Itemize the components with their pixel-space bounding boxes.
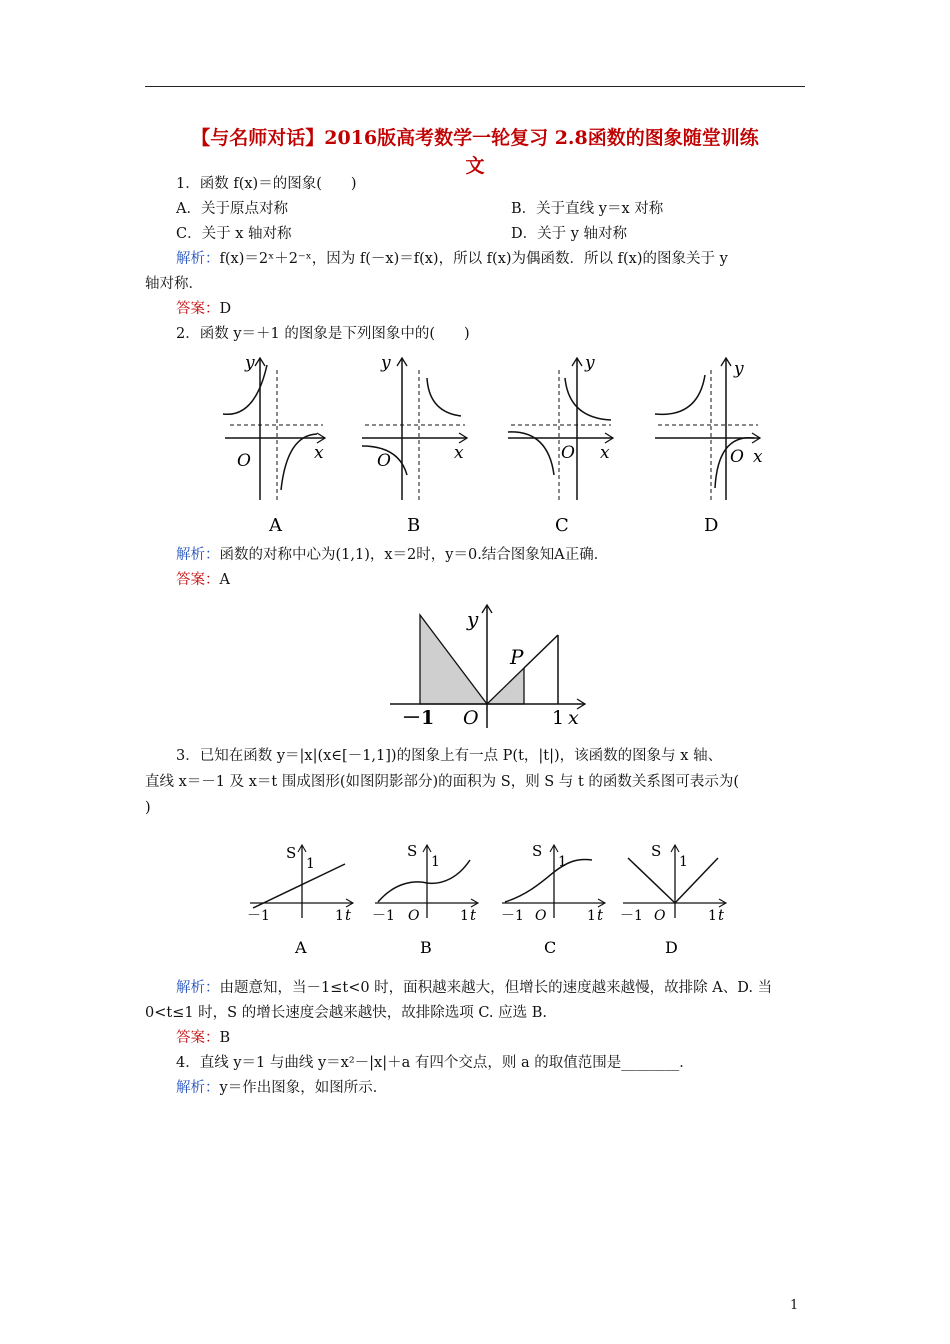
q2-jiexi-label: 解析：: [176, 547, 220, 563]
neg1-label: －1: [372, 908, 395, 924]
origin-label: O: [237, 451, 251, 471]
y-label: y: [381, 353, 391, 373]
origin-label: O: [408, 908, 420, 924]
one-t-label: 1: [587, 908, 596, 924]
origin-label: O: [730, 447, 744, 467]
option-label: A: [295, 938, 307, 957]
q3-graph-c: [497, 840, 612, 960]
q3-figure: [390, 600, 600, 735]
page-number: 1: [790, 1298, 799, 1313]
q3-graph-d: [618, 840, 733, 960]
x-label: x: [600, 443, 610, 463]
x-label: x: [568, 707, 579, 729]
s-label: S: [407, 842, 418, 860]
option-label: D: [704, 515, 719, 536]
q2-answer-value: A: [219, 572, 230, 588]
s-label: S: [532, 842, 543, 860]
t-label: t: [470, 906, 477, 924]
q2-graph-a: [215, 350, 335, 540]
title-line-2: 文: [465, 155, 485, 177]
neg1-label: －1: [620, 908, 643, 924]
q3-jiexi-label: 解析：: [176, 980, 220, 996]
q4-jiexi-text: y＝作出图象，如图所示．: [219, 1080, 388, 1096]
curve: [505, 860, 592, 903]
option-label: D: [665, 938, 678, 957]
q3-jiexi-text: 由题意知，当－1≤t<0 时，面积越来越大，但增长的速度越来越慢，故排除 A、D. 当: [219, 980, 773, 996]
option-label: C: [555, 515, 569, 536]
q1-jiexi-label: 解析：: [176, 251, 220, 267]
curve-right: [565, 378, 611, 420]
option-label: B: [420, 938, 432, 957]
q1-answer: [176, 299, 231, 319]
origin-label: O: [463, 707, 479, 729]
option-label: B: [407, 515, 421, 536]
q1-answer-label: 答案：: [176, 301, 220, 317]
s-label: S: [651, 842, 662, 860]
graph-right-line: [524, 635, 558, 668]
t-label: t: [597, 906, 604, 924]
q1-stem: 1．函数 f(x)＝的图象( ): [176, 176, 357, 192]
one-t-label: 1: [460, 908, 469, 924]
origin-label: O: [535, 908, 547, 924]
neg1-label: －1: [501, 908, 524, 924]
q3-answer: [176, 1028, 230, 1048]
one-t-label: 1: [335, 908, 344, 924]
t-label: t: [718, 906, 725, 924]
t-label: t: [345, 906, 352, 924]
origin-label: O: [561, 443, 575, 463]
x-label: x: [314, 443, 324, 463]
neg1-label: －1: [247, 908, 270, 924]
x-label: x: [753, 447, 763, 467]
shaded-right: [487, 668, 524, 704]
p-label: P: [510, 645, 524, 669]
q3-answer-label: 答案：: [176, 1030, 220, 1046]
y-label: y: [734, 359, 744, 379]
q3-stem-1: 3．已知在函数 y＝|x|(x∈[－1,1])的图象上有一点 P(t，|t|)，该函数的图象与 x 轴、: [176, 748, 723, 764]
q4-jiexi: [176, 1078, 387, 1098]
q3-stem-2: 直线 x＝－1 及 x＝t 围成图形(如图阴影部分)的面积为 S，则 S 与 t 的函数关系图可表示为(: [145, 774, 740, 790]
q2-jiexi-text: 函数的对称中心为(1,1)，x＝2时，y＝0.结合图象知A正确．: [219, 547, 609, 563]
x-label: x: [454, 443, 464, 463]
y-label: y: [467, 607, 479, 631]
curve: [253, 864, 345, 908]
one-label: 1: [431, 854, 440, 870]
q1-option-b: B．关于直线 y＝x 对称: [511, 201, 664, 217]
option-label: A: [269, 515, 282, 536]
origin-label: O: [377, 451, 391, 471]
q2-graph-c: [503, 350, 623, 540]
q3-jiexi-cont: 0<t≤1 时，S 的增长速度会越来越快，故排除选项 C. 应选 B.: [145, 1005, 548, 1021]
one-label: 1: [558, 854, 567, 870]
curve-left: [655, 375, 705, 414]
one-label: 1: [306, 856, 315, 872]
one-label: 1: [679, 854, 688, 870]
one-t-label: 1: [708, 908, 717, 924]
q2-graph-b: [357, 350, 477, 540]
q3-graph-b: [370, 840, 485, 960]
q2-stem: 2．函数 y＝＋1 的图象是下列图象中的( ): [176, 326, 470, 342]
q1-jiexi-text: f(x)＝2ˣ＋2⁻ˣ，因为 f(－x)＝f(x)，所以 f(x)为偶函数．所以 f(x)的图象关于 y: [219, 251, 728, 267]
q2-answer: [176, 570, 230, 590]
option-label: C: [544, 938, 557, 957]
q3-jiexi: [176, 978, 772, 998]
q4-stem: 4．直线 y＝1 与曲线 y＝x²－|x|＋a 有四个交点，则 a 的取值范围是________．: [176, 1055, 694, 1071]
neg1-label: －1: [402, 707, 435, 729]
title-line-1: 【与名师对话】2016版高考数学一轮复习 2.8函数的图象随堂训练: [191, 127, 759, 149]
q2-graph-d: [650, 350, 770, 540]
q1-jiexi-cont: 轴对称．: [145, 276, 203, 292]
curve-right: [281, 434, 317, 490]
header-rule: [145, 86, 805, 87]
curve-right: [427, 378, 461, 416]
y-label: y: [585, 353, 595, 373]
s-label: S: [286, 844, 297, 862]
q1-answer-value: D: [219, 301, 232, 317]
y-label: y: [245, 353, 255, 373]
origin-label: O: [654, 908, 666, 924]
one-label: 1: [552, 707, 565, 729]
q2-jiexi: [176, 545, 608, 565]
q3-stem-3: ): [145, 800, 151, 816]
q4-jiexi-label: 解析：: [176, 1080, 220, 1096]
curve: [378, 860, 470, 902]
q3-graph-a: [245, 840, 360, 960]
q2-answer-label: 答案：: [176, 572, 220, 588]
document-title: [145, 124, 805, 180]
q1-option-a: A．关于原点对称: [176, 201, 288, 217]
q3-answer-value: B: [219, 1030, 231, 1046]
curve: [628, 858, 718, 903]
q1-option-c: C．关于 x 轴对称: [176, 226, 292, 242]
q1-jiexi: [176, 249, 728, 269]
q1-option-d: D．关于 y 轴对称: [511, 226, 628, 242]
